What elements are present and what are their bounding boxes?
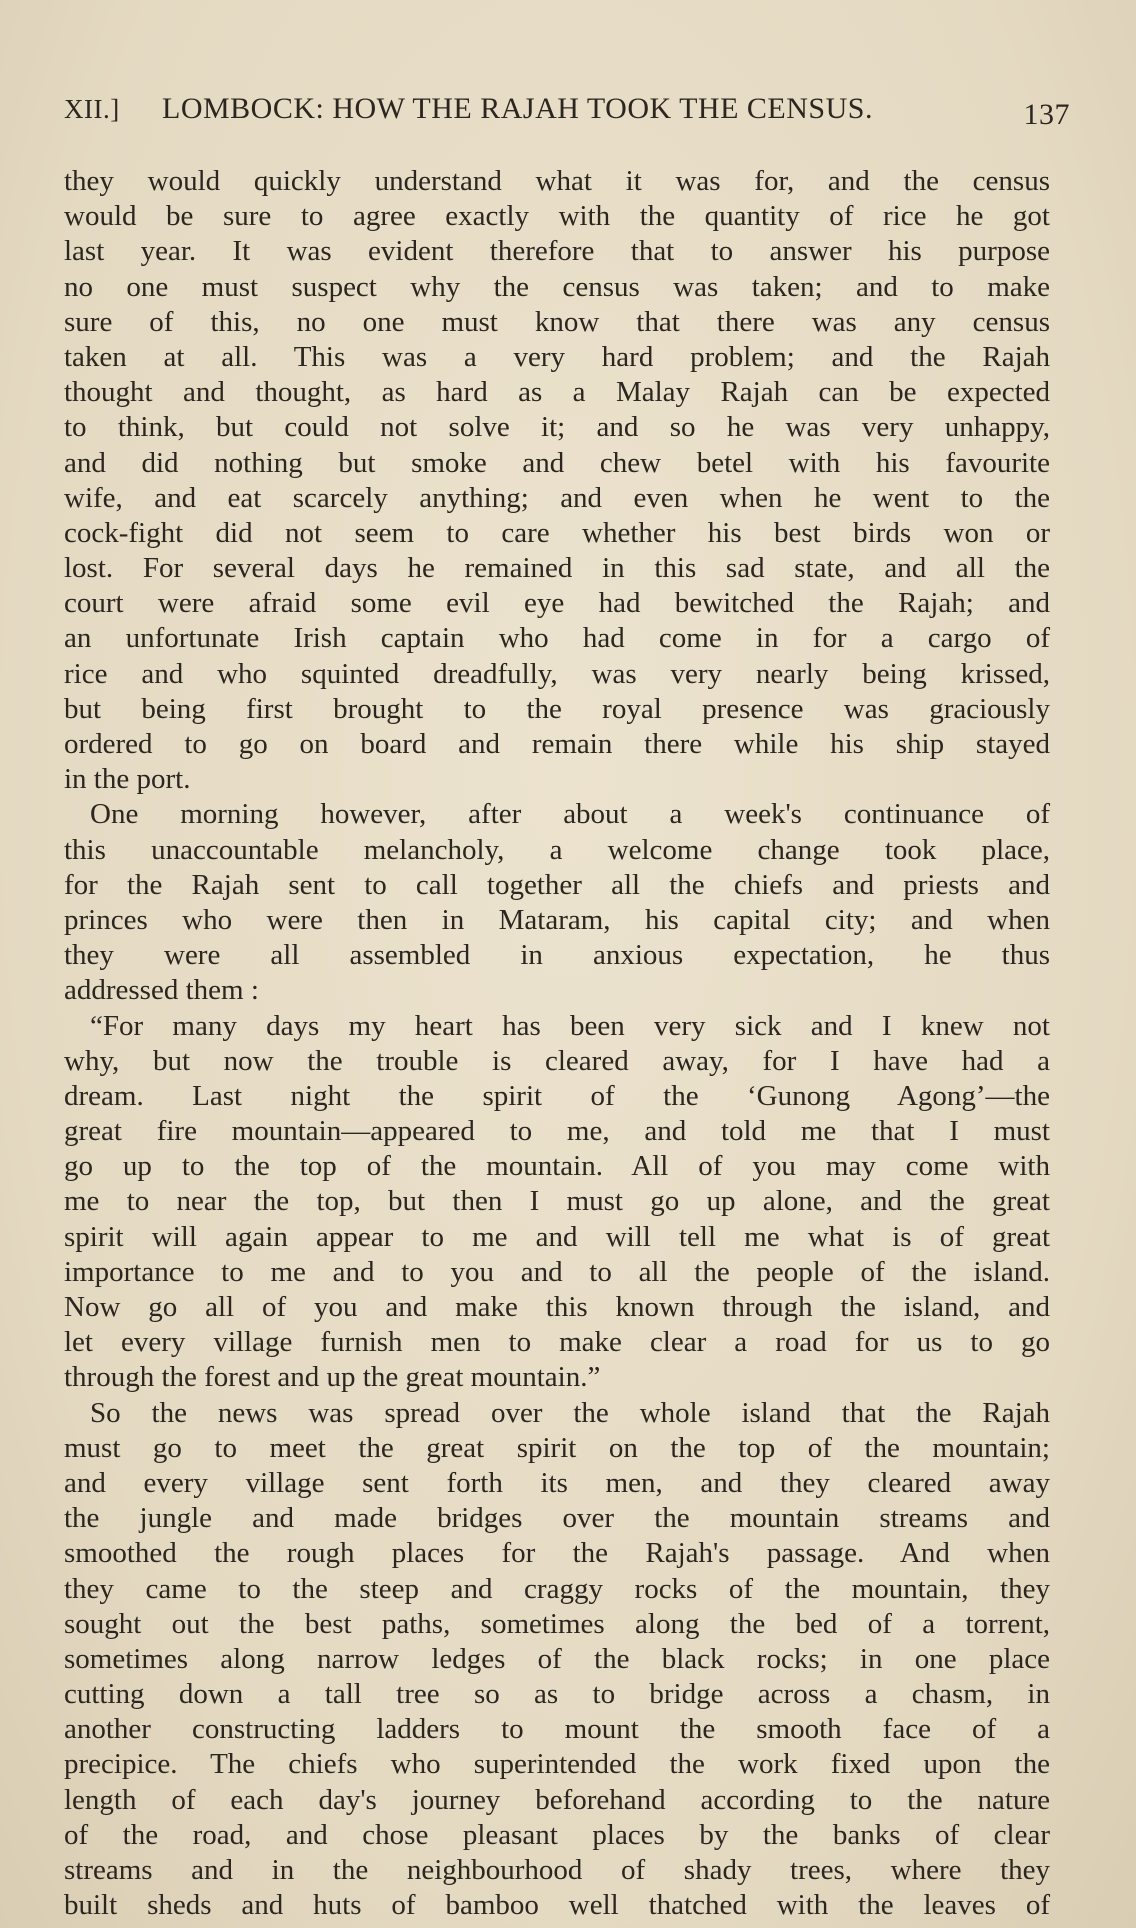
paragraph [64,1396,1050,1924]
paragraph [64,164,1050,797]
text-line: taken at all. This was a very hard problem; and the Rajah [64,340,1050,373]
text-line: dream. Last night the spirit of the ‘Gunong Agong’—the [64,1079,1050,1112]
text-line: sure of this, no one must know that there was any census [64,305,1050,338]
text-line: great fire mountain—appeared to me, and told me that I must [64,1115,1050,1148]
text-line: wife, and eat scarcely anything; and even when he went to the [64,481,1050,514]
text-line: streams and in the neighbourhood of shady trees, where they [64,1854,1050,1886]
text-line: they were all assembled in anxious expectation, he thus [64,939,1050,972]
text-line: addressed them : [64,974,259,1007]
text-line: sometimes along narrow ledges of the black rocks; in one place [64,1642,1050,1675]
text-line: let every village furnish men to make clear a road for us to go [64,1326,1050,1359]
text-line: and every village sent forth its men, and they cleared away [64,1466,1050,1499]
text-line: smoothed the rough places for the Rajah's passage. And when [64,1537,1050,1570]
text-line: another constructing ladders to mount the smooth face of a [64,1713,1050,1746]
chapter-number: XII.] [64,94,120,124]
text-line: through the forest and up the great mountain.” [64,1361,601,1394]
paragraph [64,797,1050,1008]
text-line: cutting down a tall tree so as to bridge across a chasm, in [64,1678,1050,1711]
text-line: but being first brought to the royal presence was graciously [64,692,1050,725]
text-line: ordered to go on board and remain there while his ship stayed [64,728,1050,760]
text-line: Now go all of you and make this known through the island, and [64,1291,1050,1323]
text-line: One morning however, after about a week's continuance of [90,798,1050,831]
paragraph [64,1009,1050,1396]
text-line: rice and who squinted dreadfully, was very nearly being krissed, [64,657,1050,690]
text-line: sought out the best paths, sometimes along the bed of a torrent, [64,1607,1050,1640]
text-line: and did nothing but smoke and chew betel with his favourite [64,446,1050,479]
text-line: thought and thought, as hard as a Malay Rajah can be expected [64,376,1050,409]
body-text [64,164,1050,1923]
text-line: must go to meet the great spirit on the top of the mountain; [64,1431,1050,1464]
running-title: LOMBOCK: HOW THE RAJAH TOOK THE CENSUS. [162,92,873,125]
text-line: importance to me and to you and to all the people of the island. [64,1255,1050,1288]
text-line: built sheds and huts of bamboo well thatched with the leaves of [64,1889,1050,1922]
text-line: of the road, and chose pleasant places by the banks of clear [64,1818,1050,1851]
text-line: spirit will again appear to me and will tell me what is of great [64,1220,1050,1253]
text-line: cock-fight did not seem to care whether his best birds won or [64,516,1050,549]
text-line: go up to the top of the mountain. All of you may come with [64,1150,1050,1183]
text-line: no one must suspect why the census was taken; and to make [64,270,1050,303]
text-line: in the port. [64,763,191,796]
text-line: princes who were then in Mataram, his capital city; and when [64,903,1050,936]
text-line: precipice. The chiefs who superintended the work fixed upon the [64,1748,1050,1781]
text-line: court were afraid some evil eye had bewitched the Rajah; and [64,587,1050,620]
text-line: for the Rajah sent to call together all the chiefs and priests and [64,868,1050,901]
text-line: to think, but could not solve it; and so he was very unhappy, [64,411,1050,444]
text-line: they would quickly understand what it was for, and the census [64,165,1050,197]
text-line: last year. It was evident therefore that to answer his purpose [64,235,1050,268]
text-line: would be sure to agree exactly with the quantity of rice he got [64,200,1050,233]
text-line: “For many days my heart has been very sick and I knew not [90,1009,1050,1042]
running-header [64,88,1070,138]
text-line: they came to the steep and craggy rocks of the mountain, they [64,1572,1050,1605]
text-line: the jungle and made bridges over the mountain streams and [64,1502,1050,1535]
text-line: length of each day's journey beforehand according to the nature [64,1783,1050,1816]
text-line: this unaccountable melancholy, a welcome change took place, [64,833,1050,866]
text-line: me to near the top, but then I must go up alone, and the great [64,1185,1050,1218]
text-line: So the news was spread over the whole island that the Rajah [90,1396,1050,1429]
text-line: lost. For several days he remained in this sad state, and all the [64,552,1050,585]
page-number: 137 [1023,98,1070,131]
text-line: an unfortunate Irish captain who had come in for a cargo of [64,622,1050,655]
text-line: why, but now the trouble is cleared away, for I have had a [64,1044,1050,1077]
